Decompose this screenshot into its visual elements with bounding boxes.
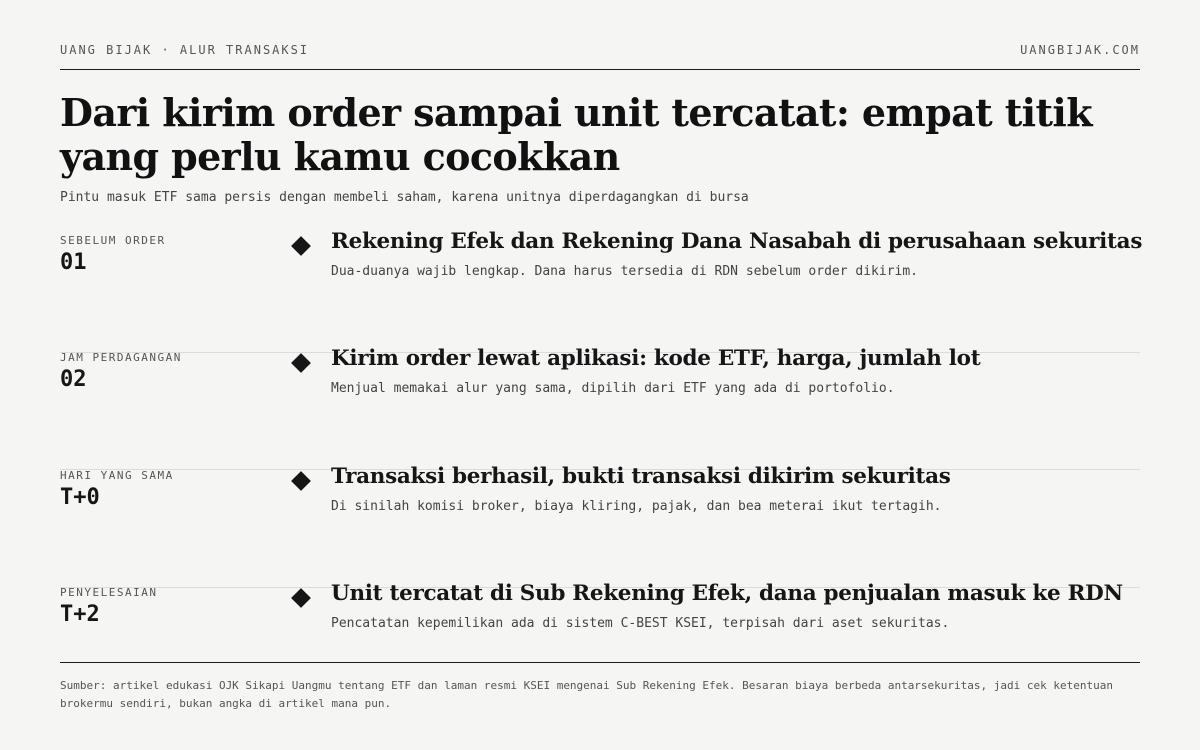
article-page <box>60 0 1143 750</box>
step-kicker: HARI YANG SAMA <box>60 469 174 482</box>
step-kicker: SEBELUM ORDER <box>60 234 166 247</box>
step-title: Kirim order lewat aplikasi: kode ETF, harga, jumlah lot <box>331 346 981 371</box>
step-title: Transaksi berhasil, bukti transaksi dikirim sekuritas <box>331 464 951 489</box>
diamond-icon <box>291 236 311 256</box>
diamond-icon <box>291 588 311 608</box>
section-kicker: UANG BIJAK · ALUR TRANSAKSI <box>60 43 310 57</box>
step-item-2 <box>60 346 1140 470</box>
step-code: T+2 <box>60 602 100 627</box>
top-bar <box>60 43 1140 70</box>
step-item-3 <box>60 464 1140 588</box>
step-kicker: JAM PERDAGANGAN <box>60 351 182 364</box>
step-description: Di sinilah komisi broker, biaya kliring, pajak, dan bea meterai ikut tertagih. <box>331 499 942 514</box>
step-item-4 <box>60 581 1140 662</box>
site-name: UANGBIJAK.COM <box>1020 43 1140 57</box>
step-description: Pencatatan kepemilikan ada di sistem C-BEST KSEI, terpisah dari aset sekuritas. <box>331 616 950 631</box>
source-note: Sumber: artikel edukasi OJK Sikapi Uangmu tentang ETF dan laman resmi KSEI mengenai Sub Rekening Efek. Besaran biaya berbeda antarsekuritas, jadi cek ketentuan brokermu sendiri, bukan angka di artikel mana pun. <box>60 679 1113 710</box>
step-code: T+0 <box>60 485 100 510</box>
step-description: Dua-duanya wajib lengkap. Dana harus tersedia di RDN sebelum order dikirim. <box>331 264 918 279</box>
step-title: Unit tercatat di Sub Rekening Efek, dana penjualan masuk ke RDN <box>331 581 1123 606</box>
step-code: 02 <box>60 367 87 392</box>
step-item-1 <box>60 229 1143 353</box>
step-kicker: PENYELESAIAN <box>60 586 158 599</box>
diamond-icon <box>291 353 311 373</box>
diamond-icon <box>291 471 311 491</box>
page-title: Dari kirim order sampai unit tercatat: empat titik yang perlu kamu cocokkan <box>60 90 1092 179</box>
footer-divider <box>60 662 1140 663</box>
page-subtitle: Pintu masuk ETF sama persis dengan membeli saham, karena unitnya diperdagangkan di bursa <box>60 190 749 205</box>
step-title: Rekening Efek dan Rekening Dana Nasabah di perusahaan sekuritas <box>331 229 1143 254</box>
step-description: Menjual memakai alur yang sama, dipilih dari ETF yang ada di portofolio. <box>331 381 895 396</box>
step-code: 01 <box>60 250 87 275</box>
